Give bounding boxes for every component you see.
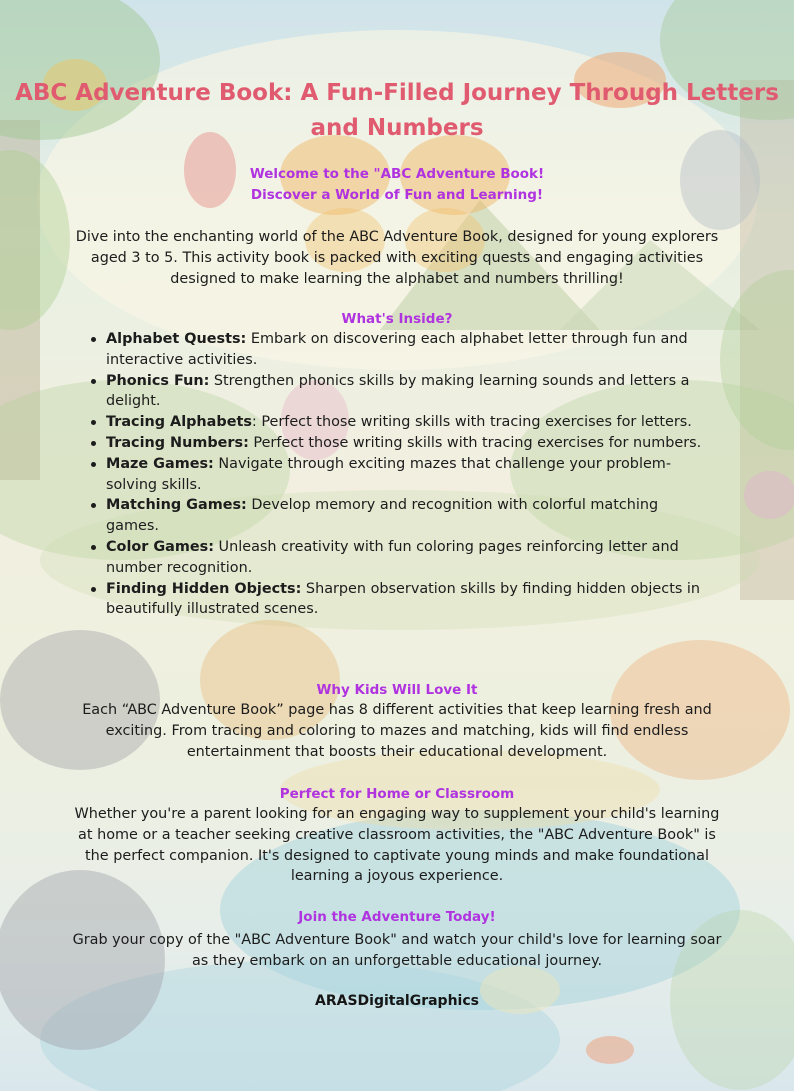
feature-label: Maze Games:	[106, 455, 214, 472]
list-item	[85, 433, 715, 454]
feature-text: Unleash creativity with fun coloring pages reinforcing letter and number recognition.	[106, 538, 679, 576]
brand-name: ARASDigitalGraphics	[315, 993, 479, 1009]
feature-label: Tracing Alphabets	[106, 414, 252, 431]
list-item	[85, 579, 715, 621]
why-kids-paragraph: Each “ABC Adventure Book” page has 8 different activities that keep learning fresh and exciting. From tracing and coloring to mazes and matching, kids will find endless entertainment that boosts their educational development.	[82, 702, 712, 760]
feature-label: Color Games:	[106, 538, 214, 555]
feature-label: Matching Games:	[106, 497, 247, 514]
why-kids-heading: Why Kids Will Love It	[316, 682, 478, 698]
feature-label: Tracing Numbers:	[106, 434, 249, 451]
feature-text: Strengthen phonics skills by making learning sounds and letters a delight.	[106, 372, 690, 410]
page-title: ABC Adventure Book: A Fun-Filled Journey Through Letters and Numbers	[15, 80, 779, 141]
list-item	[85, 537, 715, 579]
feature-text: Perfect those writing skills with tracing exercises for numbers.	[248, 434, 702, 451]
home-classroom-heading: Perfect for Home or Classroom	[279, 786, 515, 802]
feature-text: Develop memory and recognition with colorful matching games.	[106, 497, 659, 535]
list-item	[85, 454, 715, 496]
home-classroom-paragraph: Whether you're a parent looking for an engaging way to supplement your child's learning at home or a teacher seeking creative classroom activities, the "ABC Adventure Book" is the perfect companion. It's designed to captivate young minds and make foundational learning a joyous experience.	[74, 806, 720, 885]
join-paragraph: Grab your copy of the "ABC Adventure Book" and watch your child's love for learning soar as they embark on an unforgettable educational journey.	[72, 932, 722, 969]
intro-paragraph: Dive into the enchanting world of the ABC Adventure Book, designed for young explorers aged 3 to 5. This activity book is packed with exciting quests and engaging activities designed to make learning the alphabet and numbers thrilling!	[75, 229, 719, 287]
join-heading: Join the Adventure Today!	[298, 909, 496, 925]
feature-text: Sharpen observation skills by finding hidden objects in beautifully illustrated scenes.	[106, 580, 701, 618]
feature-label: Alphabet Quests:	[106, 331, 247, 347]
list-item	[85, 371, 715, 413]
feature-text: : Perfect those writing skills with tracing exercises for letters.	[251, 414, 692, 431]
list-item	[85, 412, 715, 433]
whats-inside-heading: What's Inside?	[341, 311, 453, 327]
welcome-heading-line1: Welcome to the "ABC Adventure Book!	[249, 166, 545, 182]
list-item	[85, 495, 715, 537]
feature-label: Phonics Fun:	[106, 372, 210, 389]
welcome-heading-line2: Discover a World of Fun and Learning!	[250, 187, 544, 203]
feature-text: Embark on discovering each alphabet letter through fun and interactive activities.	[106, 331, 688, 368]
features-list	[85, 329, 715, 620]
feature-text: Navigate through exciting mazes that challenge your problem-solving skills.	[106, 455, 672, 493]
feature-label: Finding Hidden Objects:	[106, 580, 302, 597]
list-item	[85, 329, 715, 371]
